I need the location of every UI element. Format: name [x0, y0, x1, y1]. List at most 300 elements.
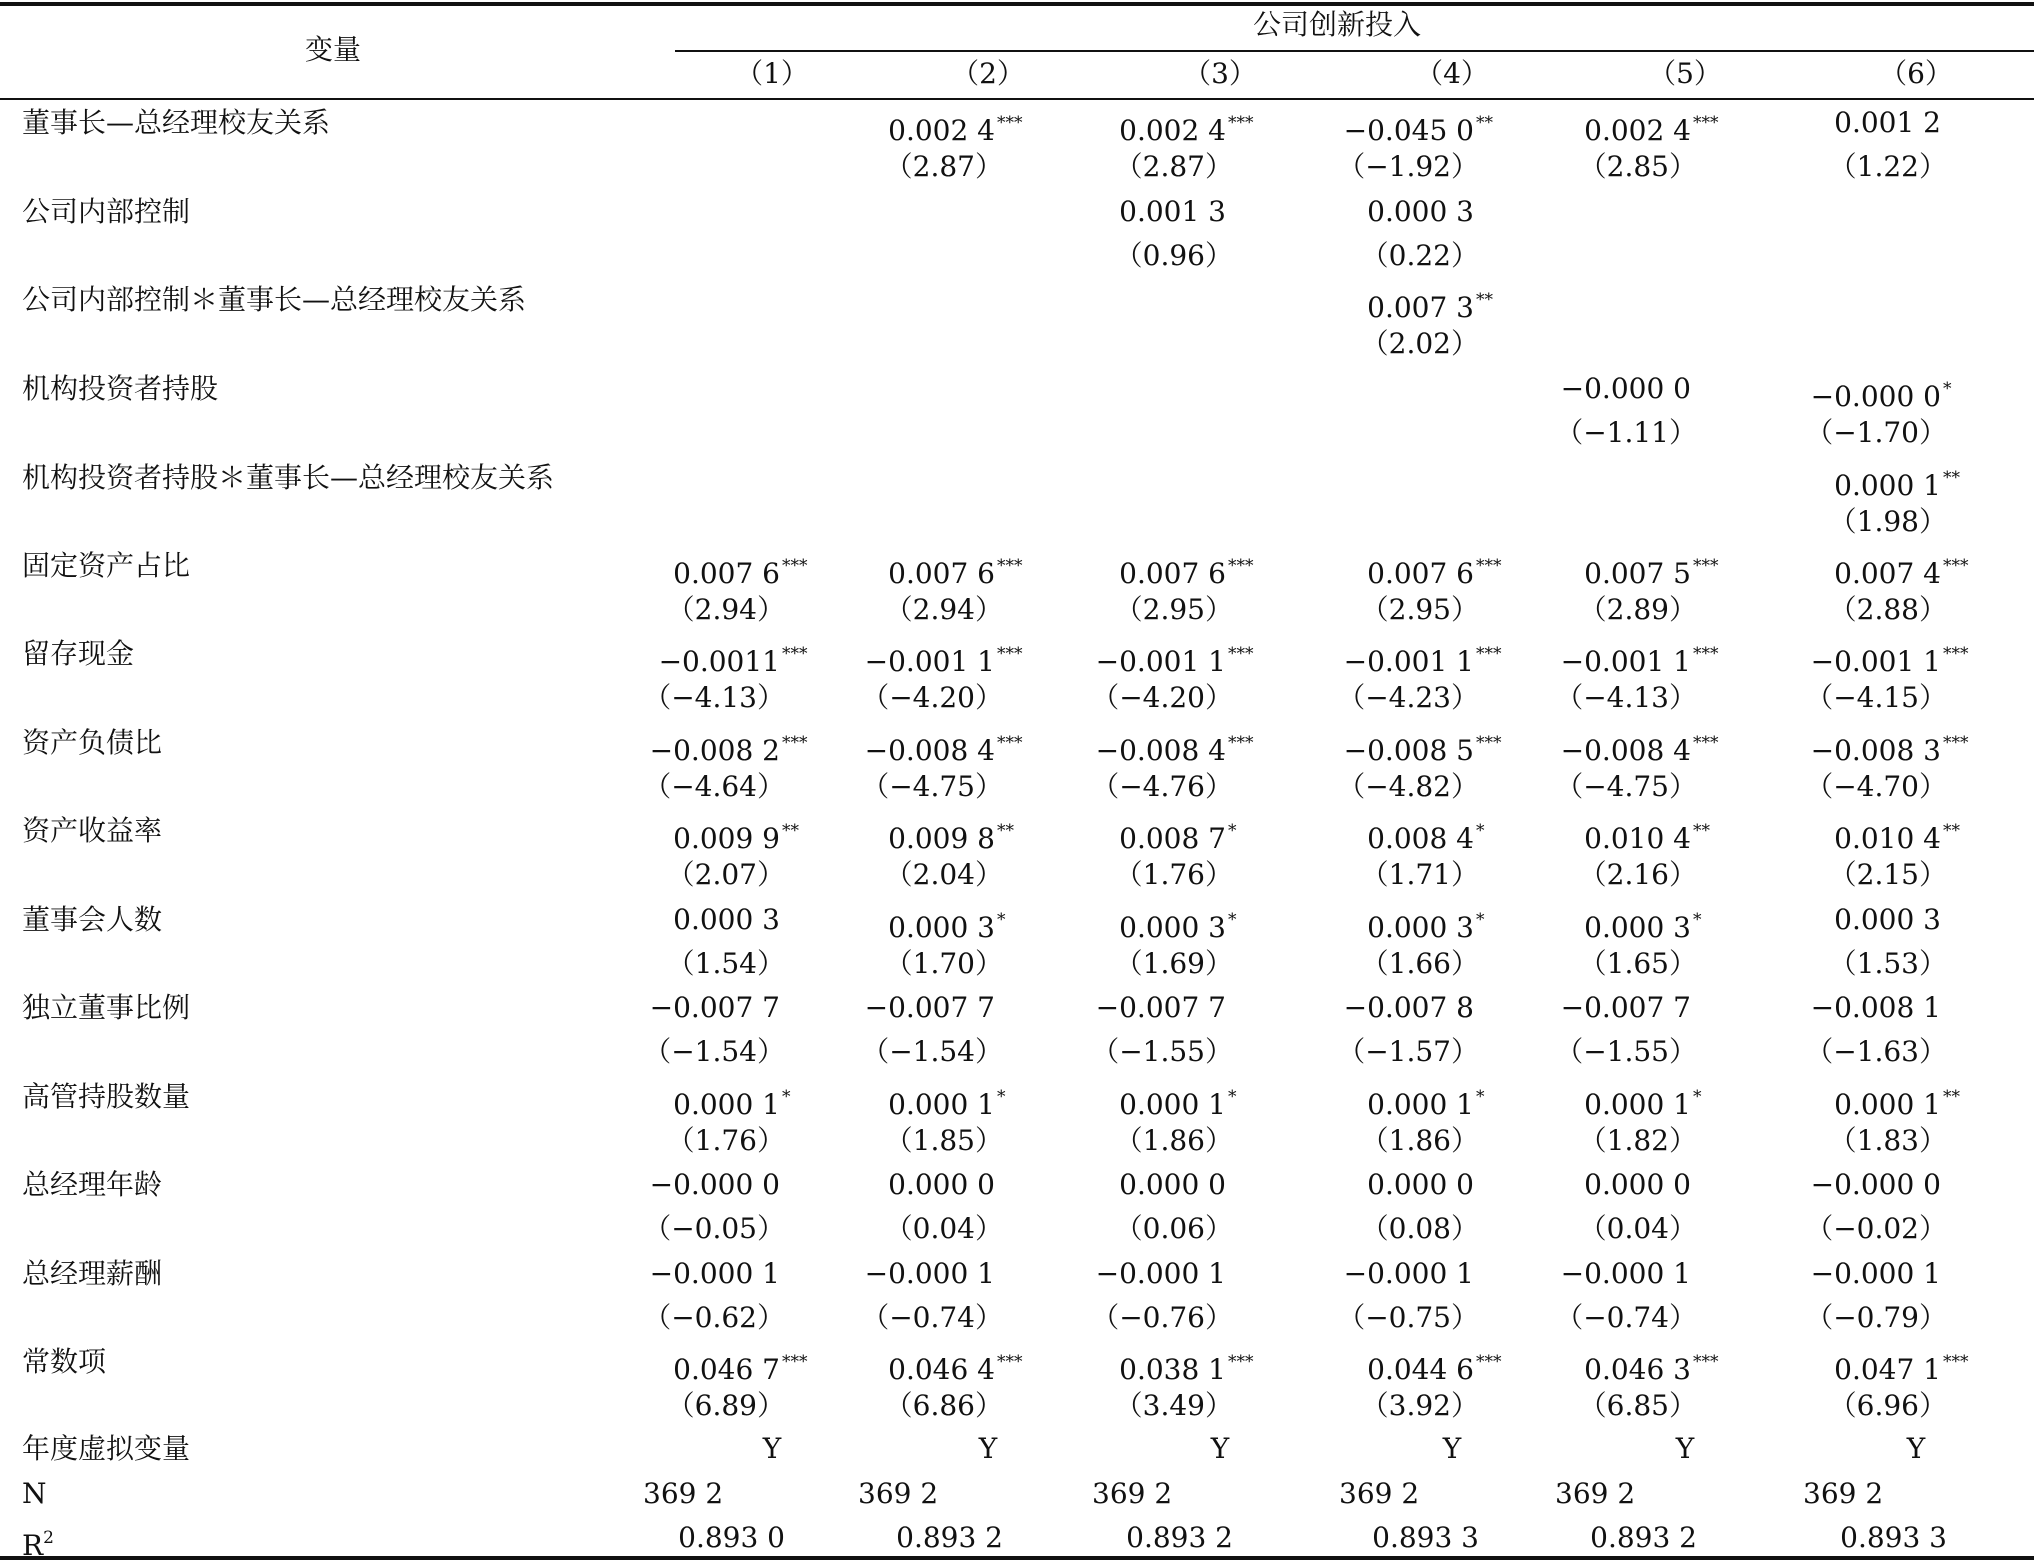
- t-stat-cell: （−1.55）: [1555, 1035, 1697, 1068]
- group-rule: [675, 50, 2034, 52]
- t-stat-cell: （1.70）: [884, 947, 1003, 980]
- coef-value: 0.000 3: [1834, 903, 1941, 936]
- t-stat-cell: （2.16）: [1578, 858, 1697, 891]
- coef-cell: [1306, 1257, 1506, 1291]
- t-stat-cell: （0.22）: [1360, 239, 1479, 272]
- coef-value: 0.000 1: [1834, 1088, 1941, 1121]
- t-stat-cell: （−4.75）: [1555, 770, 1697, 803]
- t-stat-cell: （0.08）: [1360, 1212, 1479, 1245]
- coef-value: 0.007 3: [1367, 291, 1474, 324]
- significance-stars: *: [997, 910, 1006, 930]
- coef-value: 0.047 1: [1834, 1353, 1941, 1386]
- coef-value: 0.007 4: [1834, 557, 1941, 590]
- t-stat-cell: （−4.64）: [643, 770, 785, 803]
- t-stat-cell: （−0.62）: [643, 1301, 785, 1334]
- coef-cell: [1523, 1257, 1723, 1291]
- significance-stars: ***: [1228, 113, 1254, 133]
- coef-cell: [1523, 549, 1723, 591]
- t-stat-cell: （−4.70）: [1805, 770, 1947, 803]
- row-label: 总经理薪酬: [22, 1257, 163, 1290]
- coef-value: −0.000 1: [649, 1257, 780, 1290]
- significance-stars: **: [1693, 821, 1710, 841]
- t-stat-cell: （1.53）: [1828, 947, 1947, 980]
- coef-cell: [1058, 1168, 1258, 1202]
- coef-value: 0.001 2: [1834, 106, 1941, 139]
- coef-value: −0.045 0: [1343, 114, 1474, 147]
- coef-cell: [1058, 195, 1258, 229]
- t-stat-cell: （1.69）: [1114, 947, 1233, 980]
- bottom-rule: [0, 1556, 2034, 1560]
- row-label: 独立董事比例: [22, 991, 191, 1024]
- coef-value: 0.000 0: [888, 1168, 995, 1201]
- coef-cell: [1523, 372, 1723, 406]
- t-stat-cell: （0.04）: [1578, 1212, 1697, 1245]
- r2-cell: 0.893 2: [896, 1521, 1003, 1554]
- significance-stars: **: [1476, 290, 1493, 310]
- coef-cell: [1773, 1345, 1973, 1387]
- coef-value: 0.000 0: [1119, 1168, 1226, 1201]
- coef-value: 0.000 1: [673, 1088, 780, 1121]
- t-stat-cell: （−0.02）: [1805, 1212, 1947, 1245]
- row-label: 高管持股数量: [22, 1080, 191, 1113]
- coef-value: −0.007 7: [649, 991, 780, 1024]
- t-stat-cell: （1.98）: [1828, 505, 1947, 538]
- t-stat-cell: （2.85）: [1578, 150, 1697, 183]
- coef-value: 0.002 4: [1584, 114, 1691, 147]
- significance-stars: **: [997, 821, 1014, 841]
- t-stat-cell: （1.76）: [1114, 858, 1233, 891]
- coef-cell: [827, 1080, 1027, 1122]
- n-cell: 369 2: [643, 1477, 724, 1510]
- coef-cell: [827, 903, 1027, 945]
- t-stat-cell: （1.66）: [1360, 947, 1479, 980]
- row-label: 董事长—总经理校友关系: [22, 106, 331, 139]
- coef-cell: [827, 1168, 1027, 1202]
- coef-cell: [827, 1257, 1027, 1291]
- coef-cell: [612, 991, 812, 1025]
- t-stat-cell: （−4.23）: [1337, 681, 1479, 714]
- significance-stars: ***: [1943, 556, 1969, 576]
- significance-stars: ***: [782, 733, 808, 753]
- coef-cell: [1773, 1168, 1973, 1202]
- t-stat-cell: （2.87）: [1114, 150, 1233, 183]
- coef-value: −0.001 1: [1343, 645, 1474, 678]
- coef-value: 0.000 1: [1584, 1088, 1691, 1121]
- significance-stars: ***: [1476, 556, 1502, 576]
- t-stat-cell: （−4.20）: [1091, 681, 1233, 714]
- coef-cell: [1773, 372, 1973, 414]
- coef-cell: [1773, 461, 1973, 503]
- coef-value: 0.000 3: [888, 911, 995, 944]
- coef-cell: [827, 106, 1027, 148]
- coef-cell: [1058, 549, 1258, 591]
- n-cell: 369 2: [1339, 1477, 1420, 1510]
- coef-value: 0.009 9: [673, 822, 780, 855]
- coef-cell: [1306, 726, 1506, 768]
- coef-value: −0.000 1: [1343, 1257, 1474, 1290]
- coef-value: −0.001 1: [864, 645, 995, 678]
- t-stat-cell: （−0.05）: [643, 1212, 785, 1245]
- column-header-1: （1）: [735, 57, 809, 90]
- row-label: 机构投资者持股＊董事长—总经理校友关系: [22, 461, 555, 494]
- variable-header: 变量: [305, 33, 362, 66]
- coef-cell: [827, 991, 1027, 1025]
- coef-cell: [1523, 991, 1723, 1025]
- significance-stars: ***: [1476, 644, 1502, 664]
- r2-cell: 0.893 2: [1590, 1521, 1697, 1554]
- coef-value: 0.046 3: [1584, 1353, 1691, 1386]
- coef-value: 0.044 6: [1367, 1353, 1474, 1386]
- t-stat-cell: （2.95）: [1114, 593, 1233, 626]
- t-stat-cell: （−1.92）: [1337, 150, 1479, 183]
- significance-stars: ***: [997, 556, 1023, 576]
- t-stat-cell: （1.65）: [1578, 947, 1697, 980]
- year-dummy-cell: Y: [978, 1432, 998, 1465]
- row-label: 公司内部控制: [22, 195, 191, 228]
- t-stat-cell: （−0.74）: [1555, 1301, 1697, 1334]
- coef-value: −0.000 0: [1560, 372, 1691, 405]
- r2-cell: 0.893 3: [1372, 1521, 1479, 1554]
- n-cell: 369 2: [1803, 1477, 1884, 1510]
- significance-stars: ***: [997, 1352, 1023, 1372]
- significance-stars: ***: [1693, 556, 1719, 576]
- coef-value: 0.001 3: [1119, 195, 1226, 228]
- significance-stars: ***: [782, 556, 808, 576]
- coef-cell: [612, 814, 812, 856]
- coef-value: −0.000 1: [1810, 1257, 1941, 1290]
- t-stat-cell: （0.96）: [1114, 239, 1233, 272]
- row-label: 资产收益率: [22, 814, 163, 847]
- coef-cell: [1306, 1345, 1506, 1387]
- coef-cell: [1773, 549, 1973, 591]
- t-stat-cell: （1.54）: [666, 947, 785, 980]
- coef-value: −0.000 1: [1095, 1257, 1226, 1290]
- t-stat-cell: （2.02）: [1360, 327, 1479, 360]
- coef-cell: [1306, 1168, 1506, 1202]
- coef-value: −0.008 1: [1810, 991, 1941, 1024]
- t-stat-cell: （2.95）: [1360, 593, 1479, 626]
- t-stat-cell: （−1.57）: [1337, 1035, 1479, 1068]
- coef-cell: [612, 549, 812, 591]
- significance-stars: ***: [997, 733, 1023, 753]
- t-stat-cell: （1.83）: [1828, 1124, 1947, 1157]
- significance-stars: ***: [1693, 1352, 1719, 1372]
- coef-cell: [612, 1080, 812, 1122]
- coef-cell: [1306, 106, 1506, 148]
- coef-value: 0.002 4: [888, 114, 995, 147]
- coef-value: 0.007 6: [673, 557, 780, 590]
- coef-cell: [1523, 903, 1723, 945]
- coef-value: 0.009 8: [888, 822, 995, 855]
- t-stat-cell: （2.07）: [666, 858, 785, 891]
- significance-stars: *: [1228, 910, 1237, 930]
- significance-stars: ***: [1228, 556, 1254, 576]
- significance-stars: *: [1476, 821, 1485, 841]
- r2-cell: 0.893 2: [1126, 1521, 1233, 1554]
- coef-cell: [1773, 726, 1973, 768]
- significance-stars: ***: [1228, 1352, 1254, 1372]
- significance-stars: *: [1693, 910, 1702, 930]
- row-label: 年度虚拟变量: [22, 1432, 191, 1465]
- t-stat-cell: （2.15）: [1828, 858, 1947, 891]
- coef-value: 0.010 4: [1834, 822, 1941, 855]
- n-cell: 369 2: [858, 1477, 939, 1510]
- coef-cell: [1306, 991, 1506, 1025]
- significance-stars: *: [782, 1087, 791, 1107]
- r2-superscript: 2: [43, 1528, 54, 1548]
- significance-stars: **: [1943, 1087, 1960, 1107]
- coef-cell: [1306, 195, 1506, 229]
- year-dummy-cell: Y: [1210, 1432, 1230, 1465]
- coef-cell: [1306, 903, 1506, 945]
- coef-value: 0.000 3: [1584, 911, 1691, 944]
- t-stat-cell: （−0.75）: [1337, 1301, 1479, 1334]
- coef-value: −0.001 1: [1810, 645, 1941, 678]
- coef-value: −0.007 8: [1343, 991, 1474, 1024]
- coef-value: −0.008 4: [864, 734, 995, 767]
- coef-cell: [1058, 637, 1258, 679]
- significance-stars: *: [1693, 1087, 1702, 1107]
- coef-value: 0.000 3: [1367, 911, 1474, 944]
- coef-value: 0.000 1: [1119, 1088, 1226, 1121]
- coef-value: −0.007 7: [1560, 991, 1691, 1024]
- t-stat-cell: （−0.74）: [861, 1301, 1003, 1334]
- coef-cell: [1773, 106, 1973, 140]
- coef-value: 0.046 4: [888, 1353, 995, 1386]
- t-stat-cell: （1.76）: [666, 1124, 785, 1157]
- coef-cell: [1058, 106, 1258, 148]
- coef-cell: [612, 1257, 812, 1291]
- t-stat-cell: （0.06）: [1114, 1212, 1233, 1245]
- coef-value: 0.038 1: [1119, 1353, 1226, 1386]
- significance-stars: **: [782, 821, 799, 841]
- coef-value: −0.008 5: [1343, 734, 1474, 767]
- t-stat-cell: （1.86）: [1114, 1124, 1233, 1157]
- coef-value: −0.001 1: [1095, 645, 1226, 678]
- year-dummy-cell: Y: [1442, 1432, 1462, 1465]
- coef-cell: [827, 814, 1027, 856]
- t-stat-cell: （−4.76）: [1091, 770, 1233, 803]
- significance-stars: ***: [1693, 644, 1719, 664]
- r2-cell: 0.893 3: [1840, 1521, 1947, 1554]
- row-label: 资产负债比: [22, 726, 163, 759]
- coef-cell: [827, 637, 1027, 679]
- coef-value: 0.000 3: [1119, 911, 1226, 944]
- coef-cell: [1306, 1080, 1506, 1122]
- t-stat-cell: （6.85）: [1578, 1389, 1697, 1422]
- coef-cell: [1058, 726, 1258, 768]
- t-stat-cell: （−1.11）: [1555, 416, 1697, 449]
- coef-value: 0.007 6: [1119, 557, 1226, 590]
- coef-value: 0.007 6: [888, 557, 995, 590]
- t-stat-cell: （3.92）: [1360, 1389, 1479, 1422]
- significance-stars: *: [1228, 821, 1237, 841]
- significance-stars: *: [1476, 1087, 1485, 1107]
- row-label: 机构投资者持股: [22, 372, 219, 405]
- coef-cell: [1058, 1080, 1258, 1122]
- t-stat-cell: （1.71）: [1360, 858, 1479, 891]
- t-stat-cell: （−4.82）: [1337, 770, 1479, 803]
- coef-value: −0.008 4: [1560, 734, 1691, 767]
- row-label: 总经理年龄: [22, 1168, 163, 1201]
- coef-cell: [612, 1345, 812, 1387]
- coef-cell: [612, 903, 812, 937]
- coef-value: −0.000 0: [649, 1168, 780, 1201]
- significance-stars: ***: [997, 113, 1023, 133]
- t-stat-cell: （1.22）: [1828, 150, 1947, 183]
- coef-cell: [1306, 549, 1506, 591]
- coef-value: 0.000 3: [673, 903, 780, 936]
- t-stat-cell: （−4.20）: [861, 681, 1003, 714]
- coef-value: 0.000 1: [1834, 469, 1941, 502]
- coef-value: 0.008 4: [1367, 822, 1474, 855]
- coef-cell: [1306, 637, 1506, 679]
- t-stat-cell: （−1.70）: [1805, 416, 1947, 449]
- t-stat-cell: （−1.63）: [1805, 1035, 1947, 1068]
- significance-stars: ***: [1943, 1352, 1969, 1372]
- row-label: 董事会人数: [22, 903, 163, 936]
- row-label: 公司内部控制＊董事长—总经理校友关系: [22, 283, 527, 316]
- coef-cell: [1523, 726, 1723, 768]
- coef-cell: [612, 726, 812, 768]
- t-stat-cell: （−4.13）: [643, 681, 785, 714]
- coef-value: −0.000 1: [1560, 1257, 1691, 1290]
- t-stat-cell: （2.88）: [1828, 593, 1947, 626]
- column-header-5: （5）: [1648, 57, 1722, 90]
- coef-value: −0.007 7: [1095, 991, 1226, 1024]
- coef-value: 0.000 1: [1367, 1088, 1474, 1121]
- t-stat-cell: （0.04）: [884, 1212, 1003, 1245]
- t-stat-cell: （6.86）: [884, 1389, 1003, 1422]
- coef-cell: [1773, 1257, 1973, 1291]
- n-cell: 369 2: [1555, 1477, 1636, 1510]
- coef-cell: [1523, 637, 1723, 679]
- t-stat-cell: （−4.75）: [861, 770, 1003, 803]
- coef-cell: [827, 549, 1027, 591]
- coef-value: 0.000 0: [1367, 1168, 1474, 1201]
- coef-cell: [1523, 1168, 1723, 1202]
- t-stat-cell: （−0.76）: [1091, 1301, 1233, 1334]
- coef-value: −0.008 4: [1095, 734, 1226, 767]
- coef-cell: [1058, 1257, 1258, 1291]
- t-stat-cell: （−1.54）: [643, 1035, 785, 1068]
- r2-cell: 0.893 0: [678, 1521, 785, 1554]
- significance-stars: ***: [997, 644, 1023, 664]
- coef-value: 0.010 4: [1584, 822, 1691, 855]
- t-stat-cell: （−4.15）: [1805, 681, 1947, 714]
- year-dummy-cell: Y: [1906, 1432, 1926, 1465]
- coef-cell: [1773, 637, 1973, 679]
- coef-cell: [612, 637, 812, 679]
- coef-cell: [1773, 903, 1973, 937]
- coef-cell: [1523, 106, 1723, 148]
- coef-cell: [1773, 1080, 1973, 1122]
- significance-stars: *: [1476, 910, 1485, 930]
- coef-value: 0.007 5: [1584, 557, 1691, 590]
- row-label: N: [22, 1477, 47, 1510]
- coef-cell: [1773, 991, 1973, 1025]
- coef-cell: [1306, 814, 1506, 856]
- significance-stars: ***: [1943, 733, 1969, 753]
- t-stat-cell: （−4.13）: [1555, 681, 1697, 714]
- coef-cell: [1058, 991, 1258, 1025]
- significance-stars: ***: [782, 1352, 808, 1372]
- row-label: 固定资产占比: [22, 549, 191, 582]
- coef-cell: [1058, 903, 1258, 945]
- coef-value: −0.000 1: [864, 1257, 995, 1290]
- significance-stars: **: [1943, 821, 1960, 841]
- row-label: [22, 1521, 54, 1563]
- column-header-3: （3）: [1183, 57, 1257, 90]
- coef-cell: [1523, 1345, 1723, 1387]
- coef-cell: [827, 1345, 1027, 1387]
- coef-value: −0.001 1: [1560, 645, 1691, 678]
- coef-cell: [827, 726, 1027, 768]
- coef-value: −0.000 0: [1810, 1168, 1941, 1201]
- significance-stars: ***: [1228, 733, 1254, 753]
- coef-value: 0.008 7: [1119, 822, 1226, 855]
- t-stat-cell: （2.87）: [884, 150, 1003, 183]
- year-dummy-cell: Y: [1675, 1432, 1695, 1465]
- t-stat-cell: （−1.54）: [861, 1035, 1003, 1068]
- t-stat-cell: （3.49）: [1114, 1389, 1233, 1422]
- coef-value: 0.000 3: [1367, 195, 1474, 228]
- significance-stars: **: [1476, 113, 1493, 133]
- column-header-6: （6）: [1879, 57, 1953, 90]
- t-stat-cell: （2.94）: [666, 593, 785, 626]
- coef-value: −0.008 3: [1810, 734, 1941, 767]
- significance-stars: ***: [1228, 644, 1254, 664]
- header-rule: [0, 98, 2034, 100]
- top-rule: [0, 2, 2034, 6]
- t-stat-cell: （2.04）: [884, 858, 1003, 891]
- significance-stars: *: [1943, 379, 1952, 399]
- t-stat-cell: （1.86）: [1360, 1124, 1479, 1157]
- coef-cell: [1058, 814, 1258, 856]
- group-header: 公司创新投入: [1253, 8, 1422, 41]
- significance-stars: *: [997, 1087, 1006, 1107]
- row-label: 留存现金: [22, 637, 135, 670]
- coef-cell: [1058, 1345, 1258, 1387]
- coef-cell: [1523, 814, 1723, 856]
- coef-value: −0.0011: [658, 645, 780, 678]
- coef-cell: [1523, 1080, 1723, 1122]
- t-stat-cell: （−1.55）: [1091, 1035, 1233, 1068]
- t-stat-cell: （−0.79）: [1805, 1301, 1947, 1334]
- t-stat-cell: （2.89）: [1578, 593, 1697, 626]
- n-cell: 369 2: [1092, 1477, 1173, 1510]
- significance-stars: ***: [782, 644, 808, 664]
- coef-value: −0.000 0: [1810, 380, 1941, 413]
- t-stat-cell: （1.82）: [1578, 1124, 1697, 1157]
- coef-cell: [1306, 283, 1506, 325]
- t-stat-cell: （1.85）: [884, 1124, 1003, 1157]
- column-header-2: （2）: [951, 57, 1025, 90]
- year-dummy-cell: Y: [762, 1432, 782, 1465]
- column-header-4: （4）: [1415, 57, 1489, 90]
- r2-label-text: R: [22, 1529, 44, 1562]
- coef-cell: [612, 1168, 812, 1202]
- coef-value: 0.046 7: [673, 1353, 780, 1386]
- significance-stars: ***: [1476, 1352, 1502, 1372]
- coef-value: −0.007 7: [864, 991, 995, 1024]
- significance-stars: *: [1228, 1087, 1237, 1107]
- coef-value: 0.000 0: [1584, 1168, 1691, 1201]
- significance-stars: ***: [1476, 733, 1502, 753]
- t-stat-cell: （2.94）: [884, 593, 1003, 626]
- significance-stars: ***: [1693, 733, 1719, 753]
- coef-value: 0.002 4: [1119, 114, 1226, 147]
